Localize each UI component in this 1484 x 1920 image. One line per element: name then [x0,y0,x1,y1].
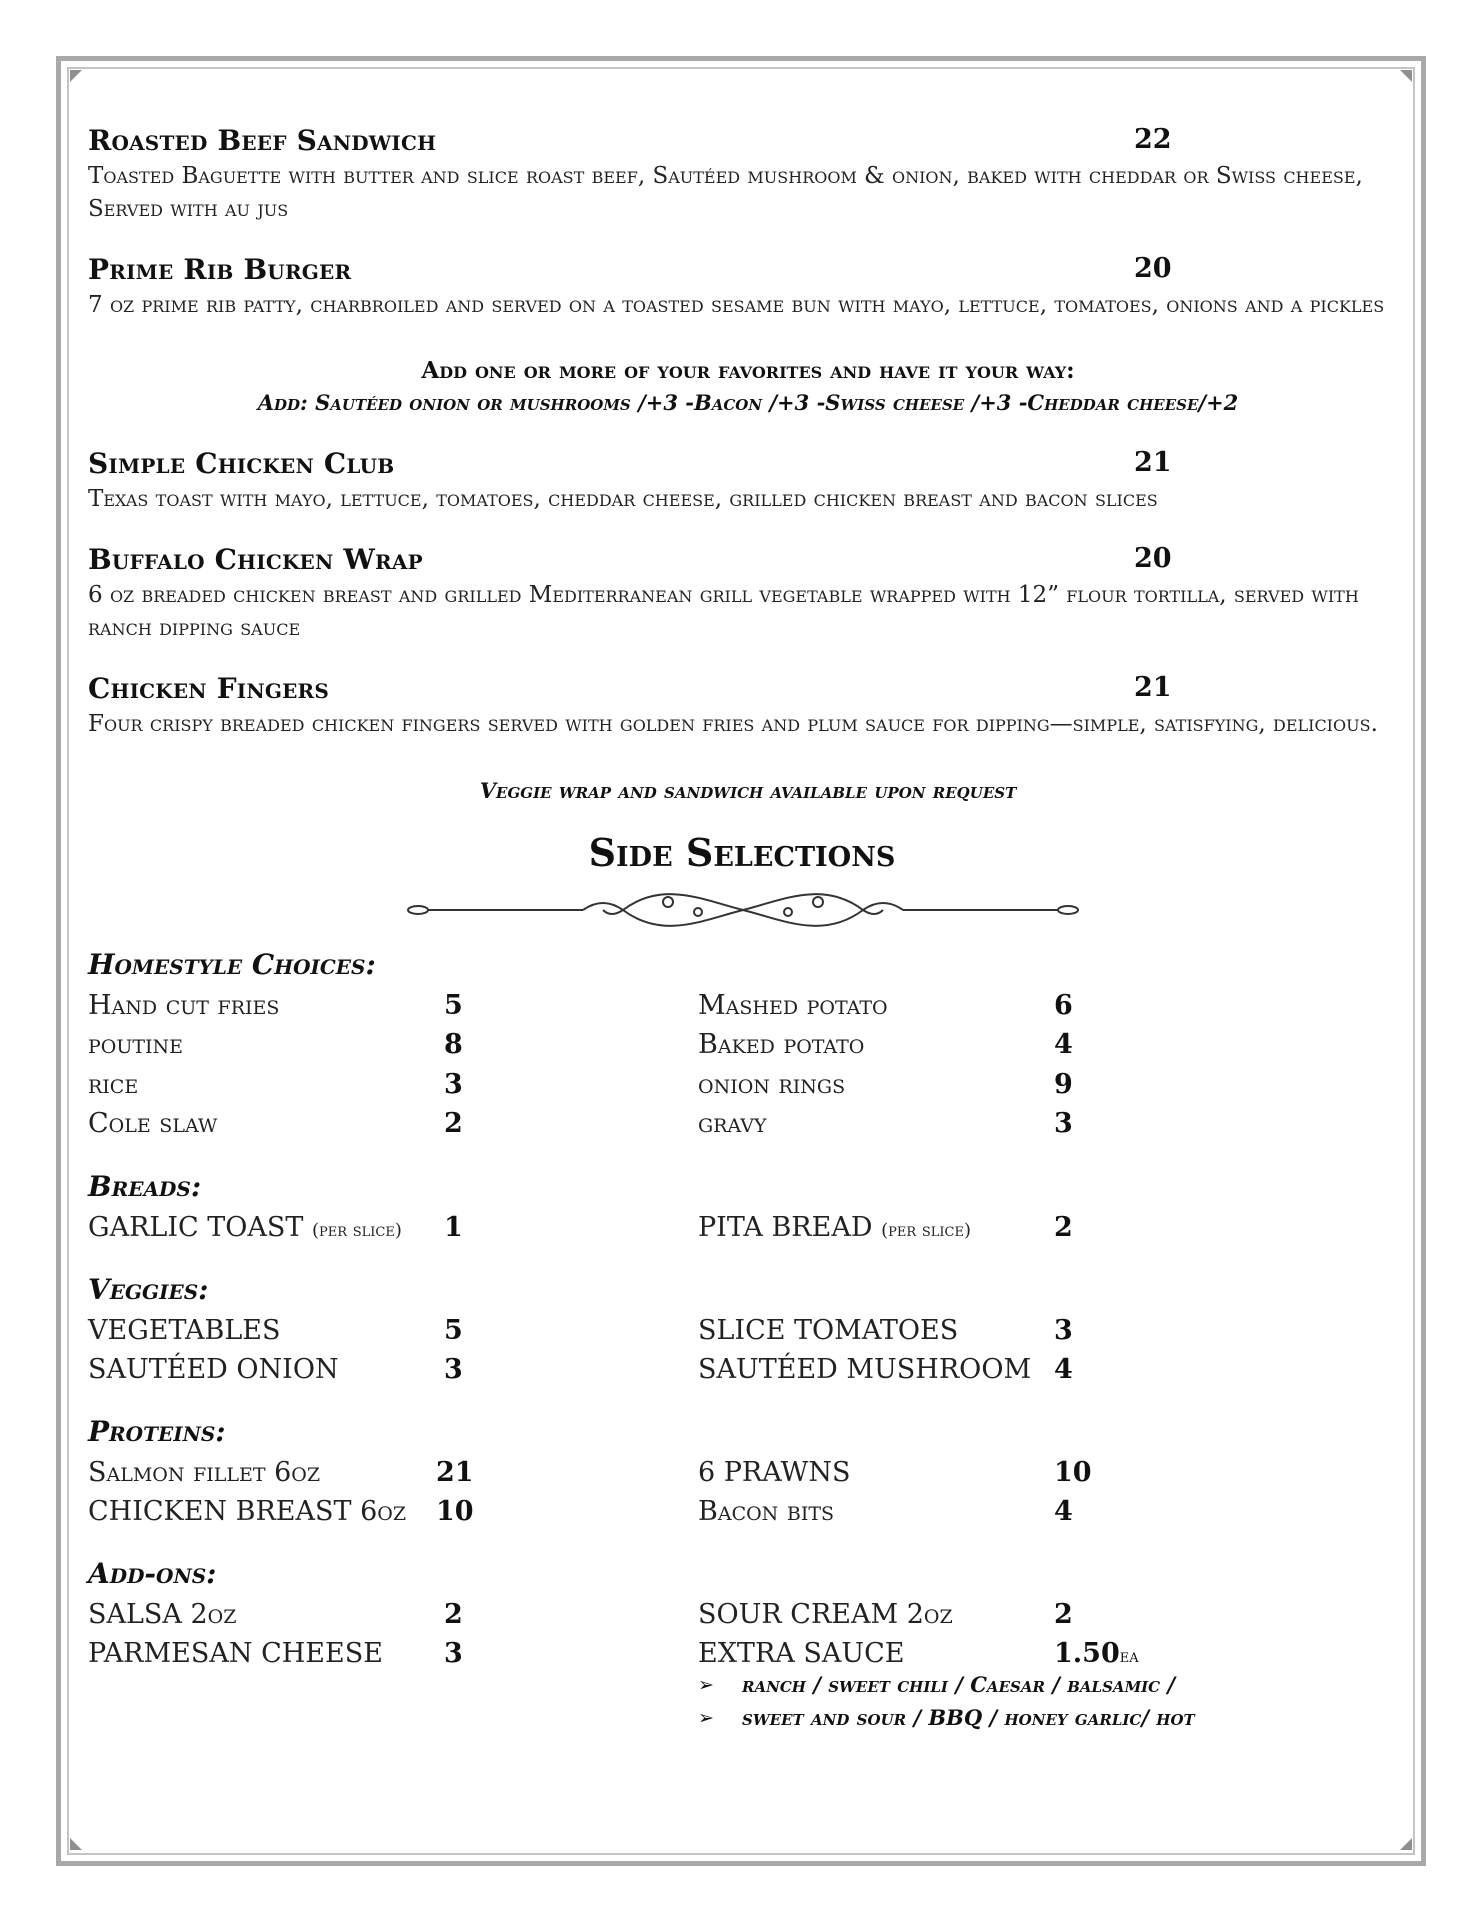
item-name-chicken-club: Simple Chicken Club [88,447,395,480]
side-name: Baked potato [698,1029,865,1060]
corner-ornament-icon [1400,70,1412,82]
side-name: Mashed potato [698,990,888,1021]
side-price: 5 [444,990,463,1021]
side-name [698,1212,971,1243]
side-name: CHICKEN BREAST 6oz [88,1496,407,1527]
side-price: 3 [444,1354,463,1385]
side-price: 3 [1054,1315,1073,1346]
side-name: onion rings [698,1069,846,1100]
side-price: 21 [436,1457,474,1488]
side-price-value: 1.50 [1054,1638,1120,1669]
corner-ornament-icon [1400,1838,1412,1850]
side-price: 2 [444,1599,463,1630]
side-price: 2 [444,1108,463,1139]
side-price: 2 [1054,1212,1073,1243]
side-price [1054,1638,1139,1669]
side-name: SLICE TOMATOES [698,1315,959,1346]
item-name-roasted-beef: Roasted Beef Sandwich [88,124,437,157]
side-price: 8 [444,1029,463,1060]
side-note: (per slice) [881,1220,971,1241]
side-name: 6 PRAWNS [698,1457,851,1488]
side-name: EXTRA SAUCE [698,1638,905,1669]
side-price-suffix: ea [1119,1646,1139,1667]
side-price: 9 [1054,1069,1073,1100]
item-price-prime-rib: 20 [1134,253,1172,284]
item-price-roasted-beef: 22 [1134,124,1172,155]
item-desc-roasted-beef: Toasted Baguette with butter and slice roast beef, Sautéed mushroom & onion, baked with cheddar or Swiss cheese, Served with au jus [88,163,1363,222]
side-name: SOUR CREAM 2oz [698,1599,953,1630]
sauce-list-line: sweet and sour / BBQ / honey garlic/ hot [742,1705,1195,1730]
item-desc-chicken-club: Texas toast with mayo, lettuce, tomatoes, cheddar cheese, grilled chicken breast and bacon slices [88,486,1158,512]
sides-title: Side Selections [588,830,896,875]
side-price: 5 [444,1315,463,1346]
corner-ornament-icon [70,70,82,82]
side-price: 3 [1054,1108,1073,1139]
item-desc-chicken-fingers: Four crispy breaded chicken fingers served with golden fries and plum sauce for dipping—simple, satisfying, delicious. [88,711,1378,737]
side-name-text: GARLIC TOAST [88,1212,304,1243]
side-name: Cole slaw [88,1108,218,1139]
item-name-prime-rib: Prime Rib Burger [88,253,352,286]
item-price-buffalo-wrap: 20 [1134,543,1172,574]
side-name: VEGETABLES [88,1315,281,1346]
flourish-divider-icon [398,880,1088,940]
side-price: 4 [1054,1354,1073,1385]
side-price: 3 [444,1638,463,1669]
side-name: SALSA 2oz [88,1599,237,1630]
addons-heading: Add one or more of your favorites and have it your way: [421,357,1075,384]
side-name: Salmon fillet 6oz [88,1457,321,1488]
side-price: 4 [1054,1496,1073,1527]
side-name-text: PITA BREAD [698,1212,873,1243]
category-title-homestyle: Homestyle Choices: [88,948,376,981]
item-name-chicken-fingers: Chicken Fingers [88,672,330,705]
side-price: 10 [436,1496,474,1527]
side-price: 1 [444,1212,463,1243]
side-name: rice [88,1069,139,1100]
item-name-buffalo-wrap: Buffalo Chicken Wrap [88,543,423,576]
side-name: Bacon bits [698,1496,835,1527]
category-title-breads: Breads: [88,1170,202,1203]
side-name: SAUTÉED ONION [88,1354,339,1385]
side-note: (per slice) [311,1220,402,1241]
side-name: PARMESAN CHEESE [88,1638,383,1669]
item-price-chicken-fingers: 21 [1134,672,1172,703]
side-name: Hand cut fries [88,990,280,1021]
side-price: 4 [1054,1029,1073,1060]
corner-ornament-icon [70,1838,82,1850]
side-name: poutine [88,1029,184,1060]
side-price: 2 [1054,1599,1073,1630]
arrow-bullet-icon: ➢ [698,1674,714,1696]
side-name [88,1212,402,1243]
side-price: 10 [1054,1457,1092,1488]
item-desc-buffalo-wrap: 6 oz breaded chicken breast and grilled Mediterranean grill vegetable wrapped with 12” flour tortilla, served with ranch dipping sauce [88,582,1359,641]
side-name: gravy [698,1108,767,1139]
category-title-addons: Add-ons: [88,1557,217,1590]
side-price: 3 [444,1069,463,1100]
item-desc-prime-rib: 7 oz prime rib patty, charbroiled and served on a toasted sesame bun with mayo, lettuce, tomatoes, onions and a pickles [88,292,1385,318]
item-price-chicken-club: 21 [1134,447,1172,478]
sauce-list-line: ranch / sweet chili / Caesar / balsamic / [742,1672,1176,1697]
arrow-bullet-icon: ➢ [698,1707,714,1729]
addons-line: Add: Sautéed onion or mushrooms /+3 -Bacon /+3 -Swiss cheese /+3 -Cheddar cheese/+2 [257,390,1239,415]
veggie-note: Veggie wrap and sandwich available upon request [479,778,1017,803]
category-title-veggies: Veggies: [88,1273,209,1306]
side-name: SAUTÉED MUSHROOM [698,1354,1032,1385]
category-title-proteins: Proteins: [88,1415,226,1448]
side-price: 6 [1054,990,1073,1021]
